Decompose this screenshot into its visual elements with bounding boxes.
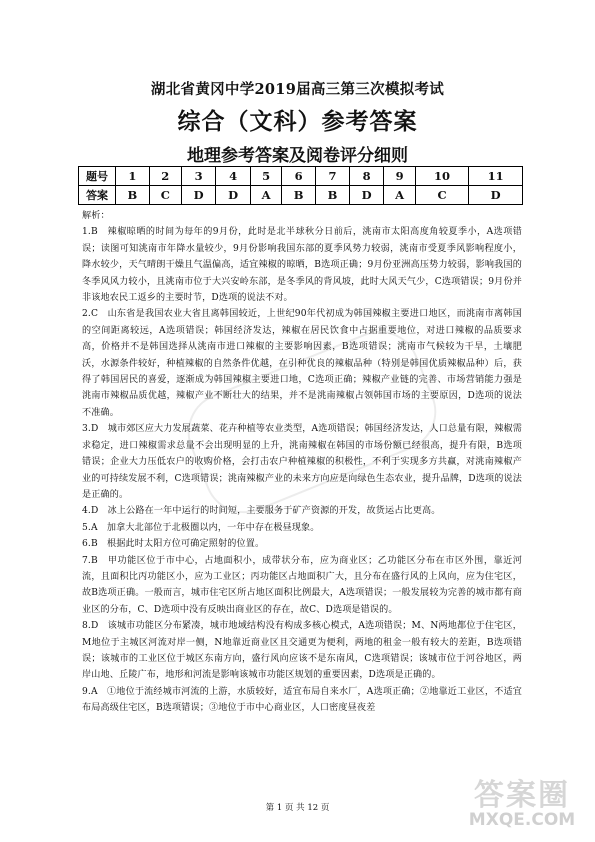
question-number-cell: 10 (415, 167, 469, 186)
answer-cell: C (149, 186, 181, 205)
answer-cell: D (469, 186, 523, 205)
row-label-question-number: 题号 (79, 167, 116, 186)
question-number-cell: 2 (149, 167, 181, 186)
question-number-cell: 5 (250, 167, 281, 186)
explanation-paragraph-q4: 4.D 冰上公路在一年中运行的时间短，主要服务于矿产资源的开发，故货运占比更高。 (82, 506, 441, 517)
explanation-paragraph-q9: 9.A ①地位于流经城市河流的上游，水质较好，适宜布局自来水厂，A选项正确；②地靠近工业区，不适宜布局高级住宅区，B选项错误；③地位于市中心商业区，人口密度昼夜差 (82, 686, 522, 714)
explanation-paragraph-q3: 3.D 城市郊区应大力发展蔬菜、花卉种植等农业类型，A选项错误；韩国经济发达，人口总量有限，辣椒需求稳定，进口辣椒需求总量不会出现明显的上升，洮南辣椒在韩国的市场份额已经很高，提升有限，B选项错误；企业大力压低农户的收购价格，会打击农户种植辣椒的积极性，不利于实现多方共赢，对洮南辣椒产业的可持续发展不利，C选项错误；洮南辣椒产业的未来方向应是向绿色生态农业，提升品牌，D选项的说法是正确的。 (82, 424, 522, 500)
school-exam-title: 湖北省黄冈中学2019届高三第三次模拟考试 (150, 81, 445, 98)
answer-cell: B (116, 186, 150, 205)
page-number-footer: 第 1 页 共 12 页 (265, 803, 330, 813)
watermark-logo-url: MXQE.COM (468, 810, 576, 830)
explanation-paragraph-q2: 2.C 山东省是我国农业大省且离韩国较近，上世纪90年代初成为韩国辣椒主要进口地区，而洮南市离韩国的空间距离较远，A选项错误；韩国经济发达，辣椒在居民饮食中占据重要地位，对进口辣椒的品质要求高，价格并不是韩国选择从洮南市进口辣椒的主要影响因素，B选项错误；洮南市气候较为干旱，土壤肥沃，水源条件较好，种植辣椒的自然条件优越，在引种优良的辣椒品种（特别是韩国优质辣椒品种）后，获得了韩国居民的喜爱，逐渐成为韩国辣椒主要进口地，C选项正确；辣椒产业链的完善、市场营销能力强是洮南市辣椒品质优越，辣椒产业不断壮大的结果，并不是洮南辣椒占领韩国市场的主要原因，D选项的说法不准确。 (82, 309, 522, 418)
row-label-answer: 答案 (79, 186, 116, 205)
answer-cell: D (181, 186, 216, 205)
answer-cell: D (349, 186, 384, 205)
question-number-cell: 1 (116, 167, 150, 186)
answer-cell: B (316, 186, 350, 205)
explanation-paragraph-q1: 1.B 辣椒晾晒的时间为每年的9月份，此时是北半球秋分日前后，洮南市太阳高度角较夏季小，A选项错误；读图可知洮南市年降水量较少，9月份影响我国东部的夏季风势力较弱，洮南市受夏季风影响程度小，降水较少，天气晴朗干燥且气温偏高，适宜辣椒的晾晒，B选项正确；9月份亚洲高压势力较弱，影响我国的冬季风风力较小，且洮南市位于大兴安岭东部，是冬季风的背风坡，此时大风天气少，C选项错误；9月份并非该地农民工返乡的主要时节，D选项的说法不对。 (82, 227, 522, 304)
question-number-cell: 8 (349, 167, 384, 186)
explanation-heading: 解析： (82, 211, 110, 221)
answer-cell: A (384, 186, 415, 205)
question-number-cell: 9 (384, 167, 415, 186)
answer-cell: D (216, 186, 251, 205)
answer-key-title: 综合（文科）参考答案 (177, 109, 418, 135)
answer-table (78, 166, 523, 205)
watermark-logo (452, 770, 592, 838)
watermark-logo-text: 答案圈 (474, 778, 570, 813)
answer-table-number-row (79, 167, 523, 186)
answer-cell: B (282, 186, 316, 205)
question-number-cell: 3 (181, 167, 216, 186)
question-number-cell: 4 (216, 167, 251, 186)
answer-table-answer-row (79, 186, 523, 205)
explanation-paragraph-q5: 5.A 加拿大北部位于北极圈以内，一年中存在极昼现象。 (82, 522, 320, 533)
question-number-cell: 7 (316, 167, 350, 186)
question-number-cell: 6 (282, 167, 316, 186)
geography-subtitle: 地理参考答案及阅卷评分细则 (187, 146, 408, 166)
question-number-cell: 11 (469, 167, 523, 186)
explanation-paragraph-q8: 8.D 该城市功能区分布紧凑，城市地域结构没有构成多核心模式，A选项错误；M、N两地都位于住宅区，M地位于主城区河流对岸一侧，N地靠近商业区且交通更为便利，两地的租金一般有较大的差距，B选项错误；该城市的工业区位于城区东南方向，盛行风向应该不是东南风，C选项错误；该城市位于河谷地区，两岸山地、丘陵广布，地形和河流是影响该城市功能区规划的重要因素，D选项是正确的。 (82, 621, 522, 681)
answer-cell: A (250, 186, 281, 205)
explanation-paragraph-q6: 6.B 根据此时太阳方位可确定照射的位置。 (82, 539, 265, 550)
answer-cell: C (415, 186, 469, 205)
explanation-paragraph-q7: 7.B 甲功能区位于市中心，占地面积小，成带状分布，应为商业区；乙功能区分布在市区外围，靠近河流，且面积比丙功能区小，应为工业区；丙功能区占地面积广大，且分布在盛行风的上风向，应为住宅区，故B选项正确。一般而言，城市住宅区所占地区面积比例最大，A选项错误；一般发展较为完善的城市都有商业区的分布，C、D选项中没有反映出商业区的存在，故C、D选项是错误的。 (82, 555, 522, 615)
